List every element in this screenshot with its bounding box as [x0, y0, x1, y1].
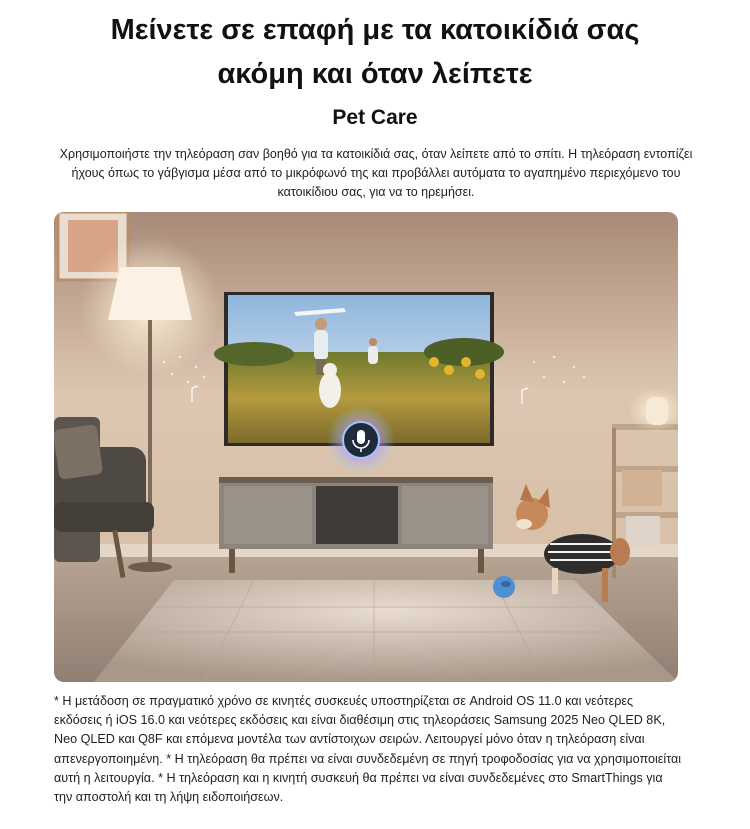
lamp-base [128, 562, 172, 572]
pet-ball [493, 576, 515, 598]
hero-image [54, 212, 678, 682]
footnote: * Η μετάδοση σε πραγματικό χρόνο σε κινητές συσκευές υποστηρίζεται σε Android OS 11.0 και νεότερες εκδόσεις ή iOS 16.0 και νεότερες εκδόσεις και είναι διαθέσιμη στις τηλεοράσεις Samsung 2025 Neo QLED 8K, Neo QLED και Q8F και επόμενα μοντέλα των αντίστοιχων σειρών. Λειτουργεί μόνο όταν η τηλεόραση είναι απενεργοποιημένη. * Η τηλεόραση θα πρέπει να είναι συνδεδεμένη σε πηγή τροφοδοσίας για να χρησιμοποιείται αυτή η λειτουργία. * Η τηλεόραση και η κινητή συσκευή θα πρέπει να είναι συνδεδεμένες στο SmartThings για την αποστολή και τη λήψη ειδοποιήσεων. [54, 694, 682, 805]
section-subtitle: Pet Care [332, 106, 418, 129]
page-title-line2: ακόμη και όταν λείπετε [217, 58, 533, 90]
intro-paragraph: Χρησιμοποιήστε την τηλεόραση σαν βοηθό για τα κατοικίδιά σας, όταν λείπετε από το σπίτι. Η τηλεόραση εντοπίζει ήχους όπως το γάβγισμα μέσα από το μικρόφωνό της και προβάλλει αυτόματα το αγαπημένο περιεχόμενο του κατοικίδιου σας, για να το ηρεμήσει. [59, 147, 693, 199]
small-lamp [646, 397, 668, 425]
page-title [40, 8, 710, 96]
lamp-shade [108, 267, 192, 320]
living-room-illustration [54, 212, 678, 682]
page-title-line1: Μείνετε σε επαφή με τα κατοικίδιά σας [110, 14, 640, 46]
